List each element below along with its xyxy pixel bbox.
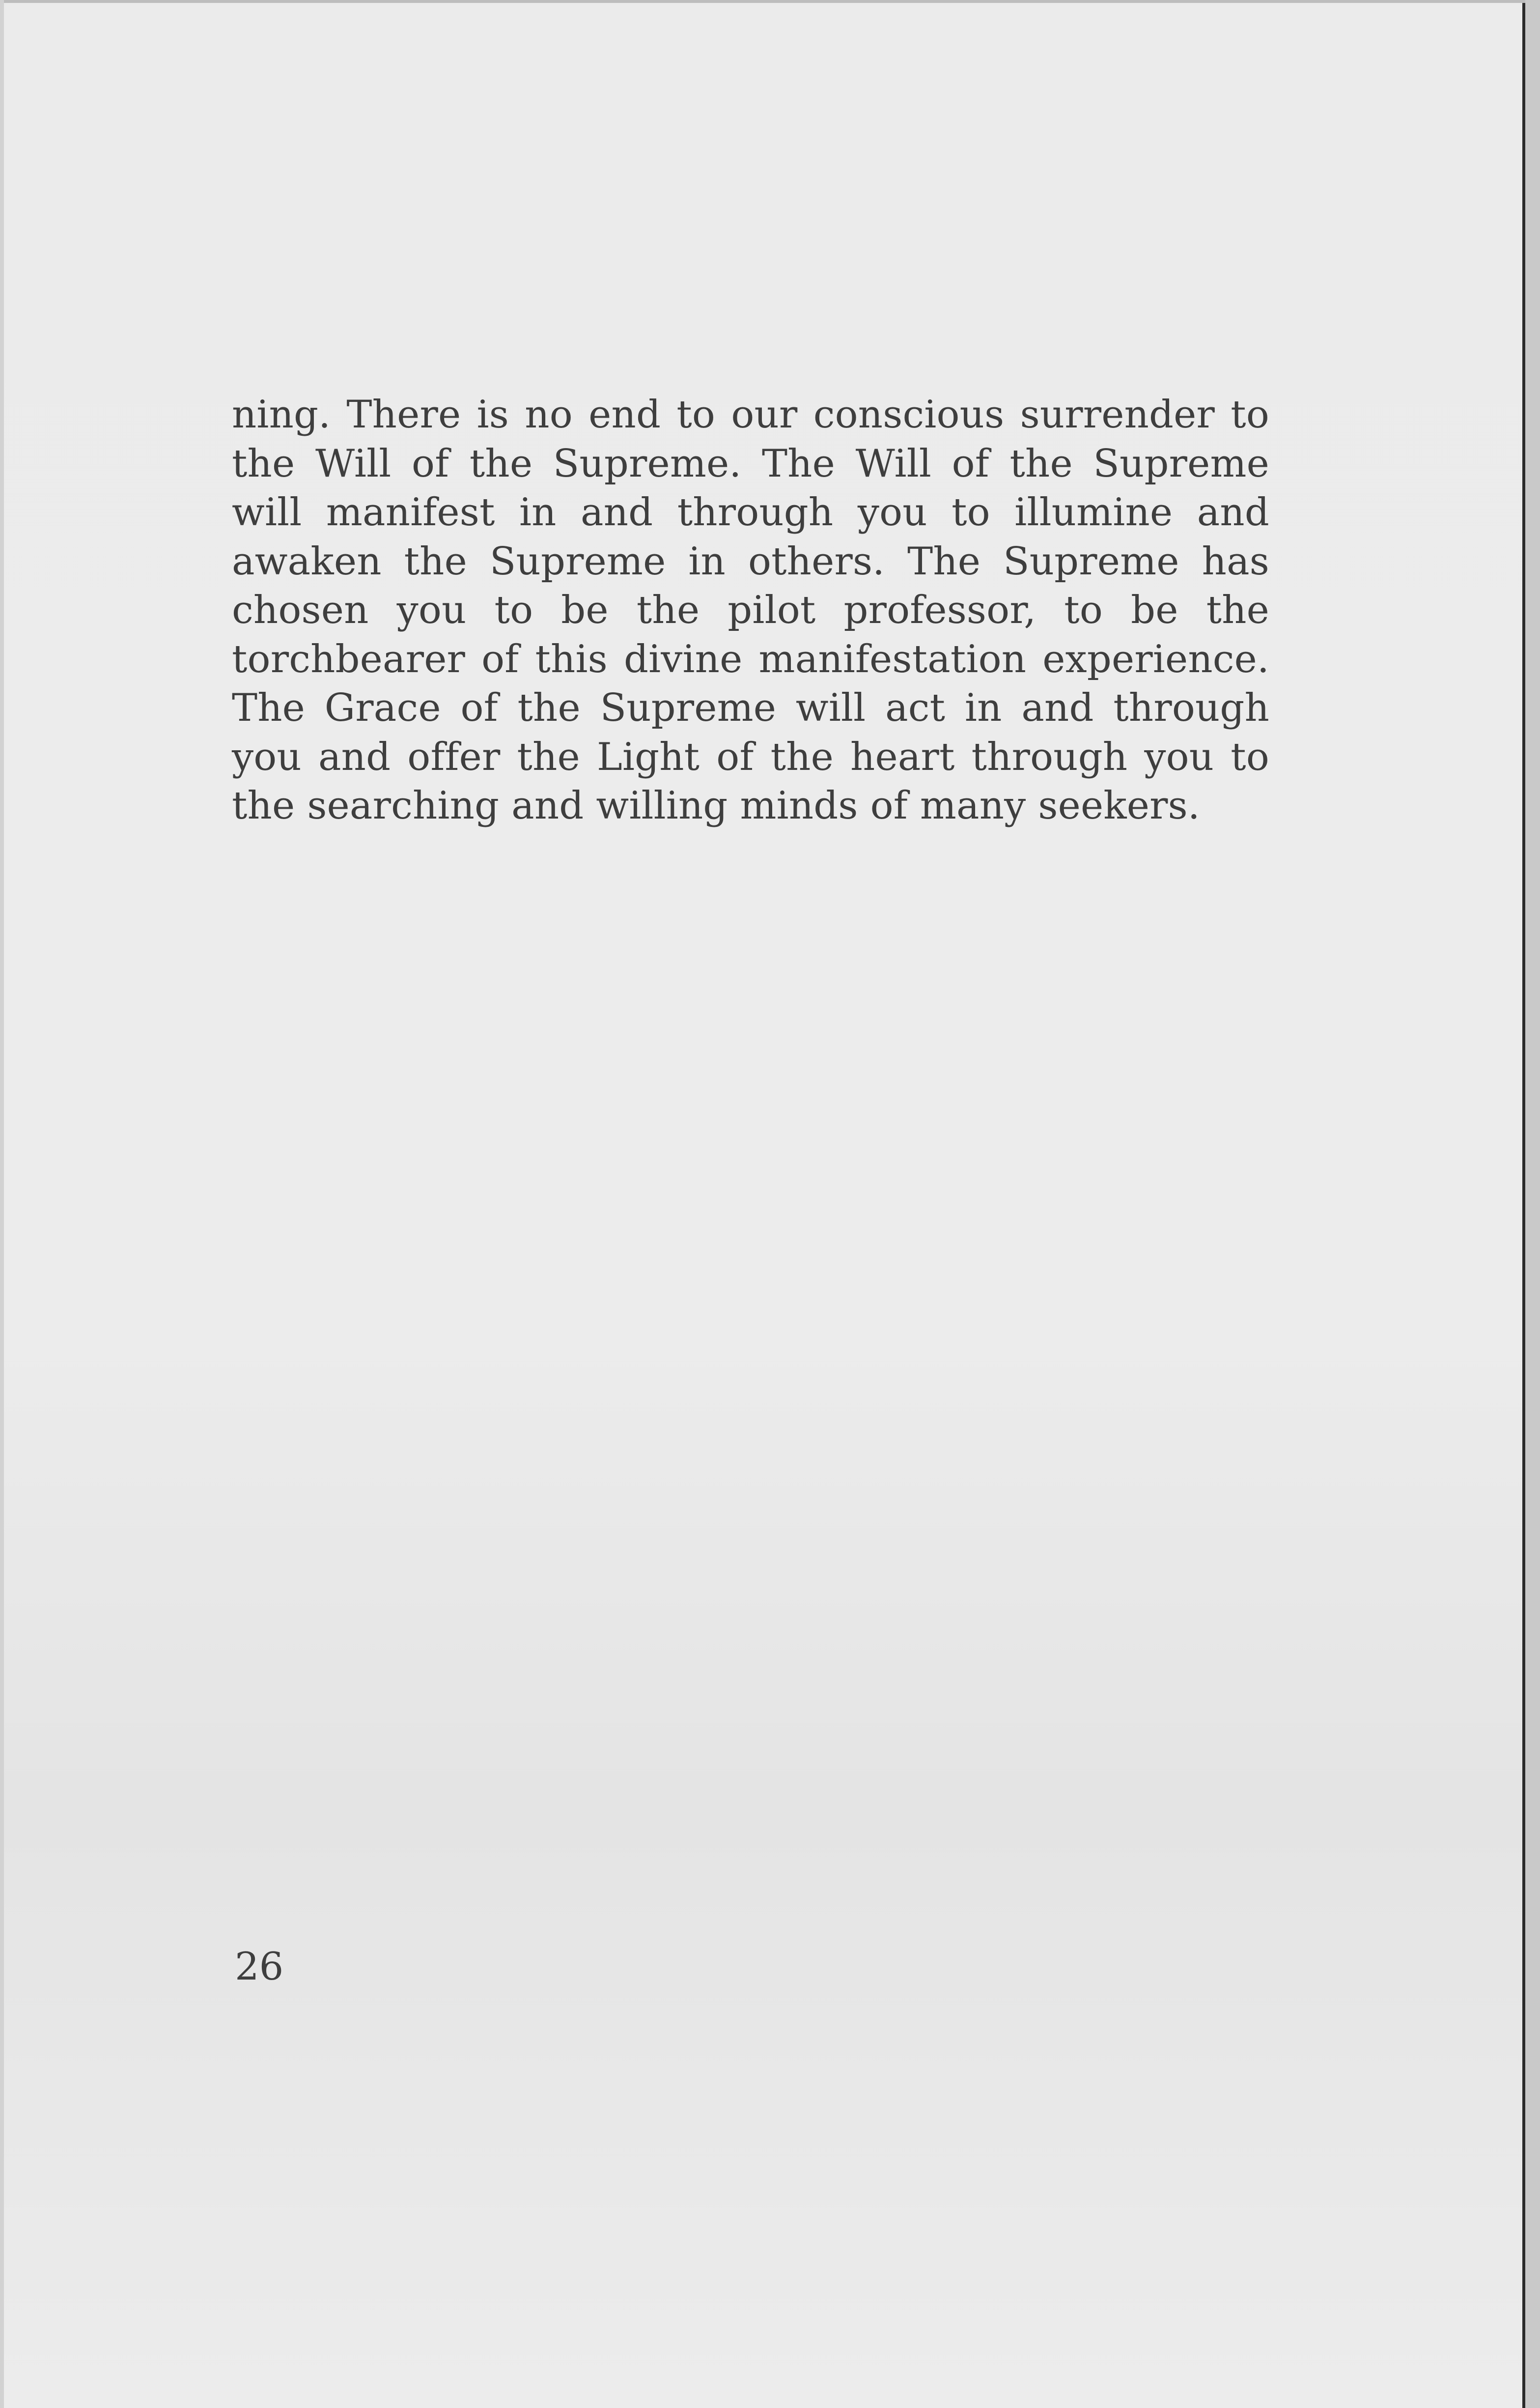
page-left-edge	[0, 0, 4, 2408]
page-number: 26	[235, 1945, 284, 1989]
body-paragraph: ning. There is no end to our conscious surrender to the Will of the Supreme. The Will of the Supreme will manifest in and through you to illumine and awaken the Supreme in others. The Supreme has chosen you to be the pilot professor, to be the torchbearer of this divine manifestation experience. The Grace of the Supreme will act in and through you and offer the Light of the heart through you to the searching and willing minds of many seekers.	[232, 393, 1269, 828]
page-top-edge	[0, 0, 1525, 3]
